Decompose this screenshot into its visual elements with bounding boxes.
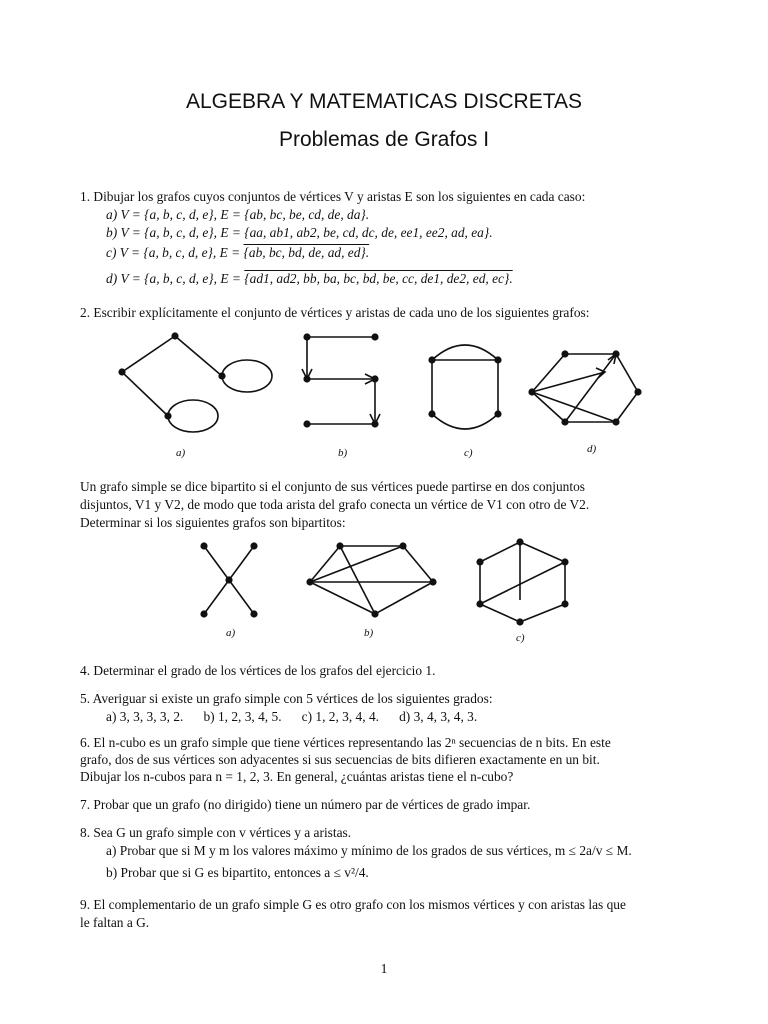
- problem-6-text: El n-cubo es un grafo simple que tiene vértices representando las 2ⁿ secuencias de n bits. En este: [93, 735, 611, 750]
- document-title: ALGEBRA Y MATEMATICAS DISCRETAS: [186, 90, 582, 113]
- problem-1d-prefix: d) V = {a, b, c, d, e}, E =: [106, 271, 241, 286]
- page-number: 1: [380, 962, 388, 977]
- problem-1c-prefix: c) V = {a, b, c, d, e}, E =: [106, 245, 241, 260]
- problem-3-line-3: Determinar si los siguientes grafos son bipartitos:: [80, 515, 346, 530]
- graph-2d: [528, 350, 641, 455]
- problem-1c: [106, 244, 369, 261]
- problem-1a: a) V = {a, b, c, d, e}, E = {ab, bc, be, cd, de, da}.: [106, 207, 370, 222]
- problem-9-number: 9.: [80, 897, 91, 912]
- problem-6-line-1: [80, 734, 611, 751]
- graph-2d-label: d): [587, 443, 597, 455]
- problem-4: [80, 662, 435, 679]
- problem-1b: b) V = {a, b, c, d, e}, E = {aa, ab1, ab2, be, cd, dc, de, ee1, ee2, ad, ea}.: [106, 225, 493, 240]
- graph-3a: [200, 542, 257, 639]
- problem-8: [80, 824, 351, 841]
- problem-5: [80, 690, 493, 707]
- problem-4-text: Determinar el grado de los vértices de los grafos del ejercicio 1.: [93, 663, 436, 678]
- graph-2c: [428, 345, 501, 459]
- problem-4-number: 4.: [80, 663, 91, 678]
- problem-5-number: 5.: [80, 691, 91, 706]
- graph-3b: [306, 542, 436, 639]
- problem-1-number: 1.: [80, 189, 91, 204]
- problem-1c-set: {ab, bc, bd, de, ad, ed}.: [243, 245, 370, 260]
- problem-3-line-2: disjuntos, V1 y V2, de modo que toda arista del grafo conecta un vértice de V1 con otro de V2.: [80, 497, 590, 512]
- problem-7-number: 7.: [80, 797, 91, 812]
- problem-1-text: Dibujar los grafos cuyos conjuntos de vértices V y aristas E son los siguientes en cada caso:: [93, 189, 586, 204]
- problem-6-line-2: grafo, dos de sus vértices son adyacentes si sus secuencias de bits difieren exactamente en un bit.: [80, 752, 600, 767]
- graph-3b-label: b): [364, 627, 374, 639]
- problem-6-number: 6.: [80, 735, 91, 750]
- problem-9-line-2: le faltan a G.: [80, 915, 150, 930]
- problem-6-line-3: Dibujar los n-cubos para n = 1, 2, 3. En general, ¿cuántas aristas tiene el n-cubo?: [80, 769, 514, 784]
- graph-2c-label: c): [464, 447, 473, 459]
- graph-3c: [476, 538, 568, 644]
- problem-7: [80, 796, 530, 813]
- graph-3a-label: a): [226, 627, 236, 639]
- problem-3-graphs: [190, 532, 590, 647]
- problem-5-options: a) 3, 3, 3, 3, 2. b) 1, 2, 3, 4, 5. c) 1, 2, 3, 4, 4. d) 3, 4, 3, 4, 3.: [106, 709, 478, 724]
- problem-7-text: Probar que un grafo (no dirigido) tiene un número par de vértices de grado impar.: [93, 797, 531, 812]
- problem-2-text: Escribir explícitamente el conjunto de vértices y aristas de cada uno de los siguientes grafos:: [93, 305, 590, 320]
- problem-1d: [106, 270, 513, 287]
- document-subtitle: Problemas de Grafos I: [278, 128, 490, 151]
- problem-8a: a) Probar que si M y m los valores máximo y mínimo de los grados de sus vértices, m ≤ 2a/v ≤ M.: [106, 843, 632, 858]
- problem-8b: b) Probar que si G es bipartito, entonces a ≤ v²/4.: [106, 865, 369, 880]
- graph-2b: [302, 333, 380, 459]
- problem-9-text: El complementario de un grafo simple G es otro grafo con los mismos vértices y con aristas las que: [93, 897, 626, 912]
- graph-2a-label: a): [176, 447, 186, 459]
- graph-2a: [118, 332, 272, 459]
- problem-2: [80, 304, 589, 321]
- problem-1: [80, 188, 585, 205]
- problem-9-line-1: [80, 896, 626, 913]
- problem-2-number: 2.: [80, 305, 91, 320]
- problem-8-text: Sea G un grafo simple con v vértices y a aristas.: [93, 825, 352, 840]
- problem-2-graphs: [100, 322, 660, 462]
- graph-2b-label: b): [338, 447, 348, 459]
- problem-8-number: 8.: [80, 825, 91, 840]
- problem-5-text: Averiguar si existe un grafo simple con 5 vértices de los siguientes grados:: [92, 691, 493, 706]
- problem-1d-set: {ad1, ad2, bb, ba, bc, bd, be, cc, de1, de2, ed, ec}.: [244, 271, 513, 286]
- graph-3c-label: c): [516, 632, 525, 644]
- problem-3-line-1: Un grafo simple se dice bipartito si el conjunto de sus vértices puede partirse en dos conjuntos: [80, 479, 585, 494]
